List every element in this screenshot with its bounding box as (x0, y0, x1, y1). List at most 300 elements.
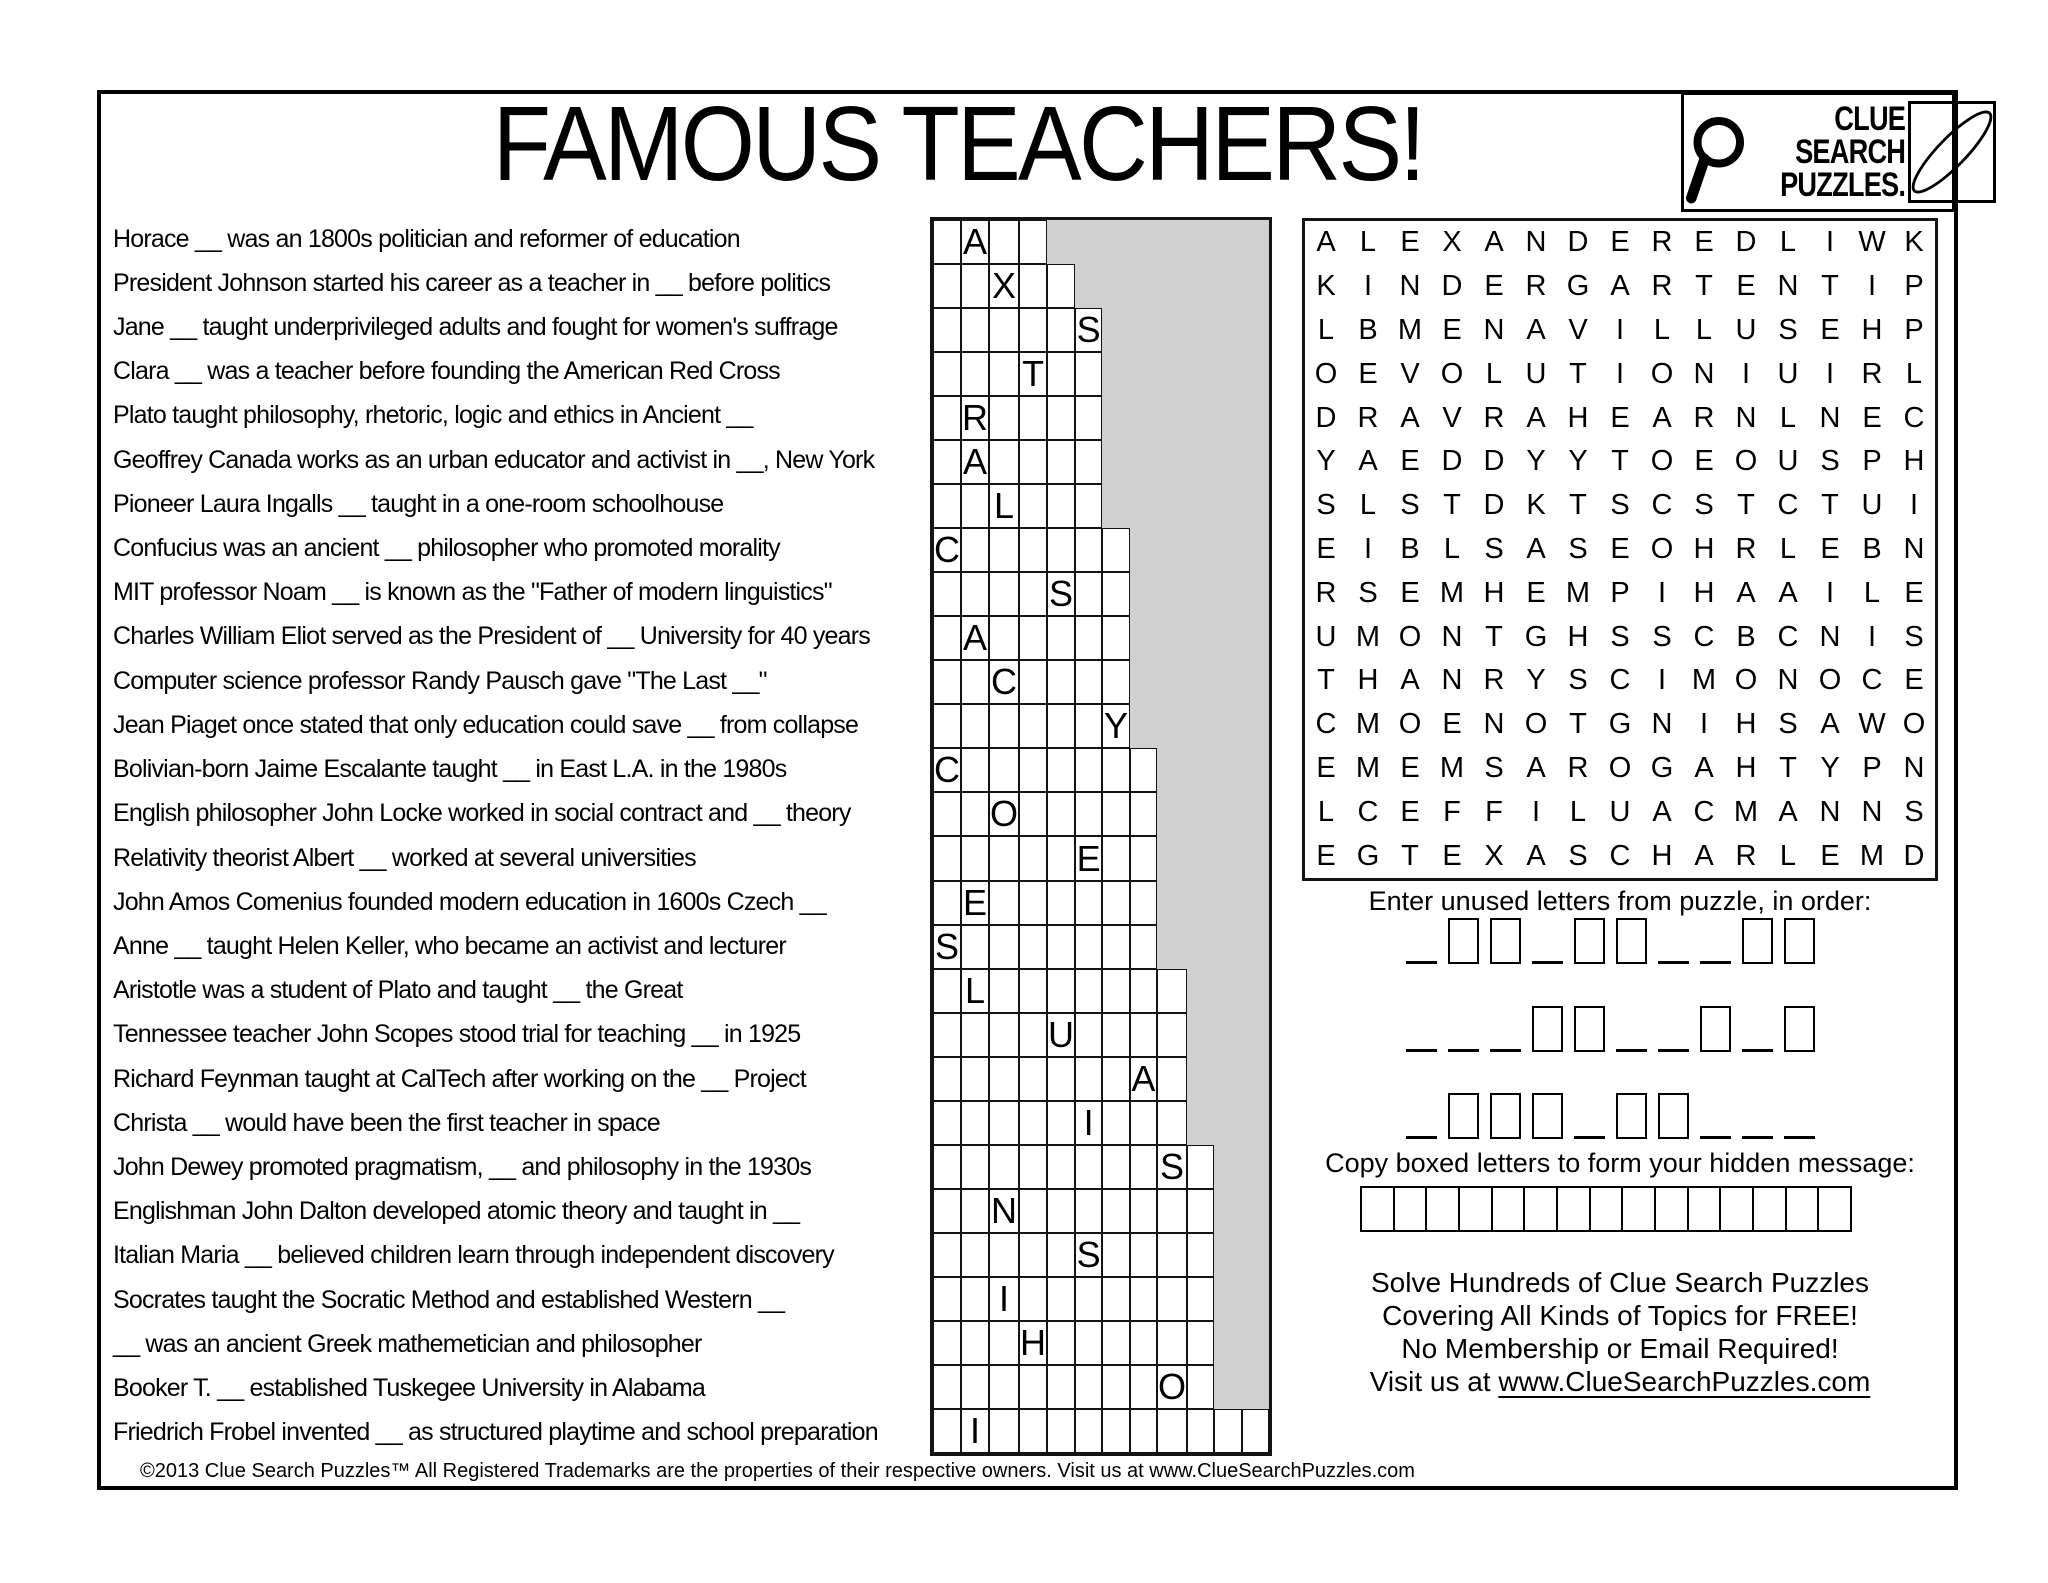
crossword-cell[interactable] (961, 748, 989, 792)
wordsearch-letter[interactable]: I (1825, 357, 1835, 390)
wordsearch-letter[interactable]: W (1858, 708, 1886, 741)
wordsearch-letter[interactable]: E (1400, 445, 1420, 478)
wordsearch-letter[interactable]: P (1904, 270, 1924, 303)
letter-box-slot[interactable] (1784, 1006, 1815, 1052)
crossword-cell[interactable] (1075, 1365, 1102, 1409)
wordsearch-letter[interactable]: V (1568, 313, 1588, 346)
wordsearch-letter[interactable]: M (1859, 839, 1885, 872)
wordsearch-letter[interactable]: N (1525, 226, 1547, 259)
wordsearch-letter[interactable]: W (1858, 226, 1886, 259)
wordsearch-letter[interactable]: T (1569, 357, 1587, 390)
crossword-cell[interactable] (1130, 969, 1157, 1013)
crossword-cell[interactable] (1047, 881, 1075, 925)
wordsearch-letter[interactable]: I (1825, 576, 1835, 609)
crossword-cell[interactable] (1019, 308, 1047, 352)
letter-line-slot[interactable] (1406, 1006, 1437, 1052)
crossword-cell[interactable] (933, 1057, 961, 1101)
letter-line-slot[interactable] (1742, 1093, 1773, 1139)
wordsearch-letter[interactable]: T (1695, 270, 1713, 303)
letter-box-slot[interactable] (1532, 1093, 1563, 1139)
crossword-cell[interactable] (1102, 660, 1129, 704)
wordsearch-letter[interactable]: I (1657, 576, 1667, 609)
crossword-cell[interactable] (1047, 792, 1075, 836)
wordsearch-letter[interactable]: N (1441, 620, 1463, 653)
crossword-cell[interactable] (1019, 616, 1047, 660)
letter-line-slot[interactable] (1490, 1006, 1521, 1052)
wordsearch-letter[interactable]: I (1615, 357, 1625, 390)
crossword-cell[interactable] (989, 352, 1019, 396)
wordsearch-letter[interactable]: S (1778, 708, 1798, 741)
wordsearch-letter[interactable]: Y (1316, 445, 1336, 478)
crossword-cell[interactable] (1157, 1101, 1187, 1145)
wordsearch-letter[interactable]: Y (1526, 664, 1546, 697)
crossword-cell[interactable] (989, 704, 1019, 748)
crossword-cell[interactable] (1187, 1277, 1214, 1321)
wordsearch-letter[interactable]: C (1693, 795, 1715, 828)
wordsearch-letter[interactable]: A (1526, 751, 1546, 784)
wordsearch-letter[interactable]: S (1484, 532, 1504, 565)
crossword-cell[interactable] (1019, 484, 1047, 528)
crossword-cell[interactable]: R (961, 396, 989, 440)
wordsearch-letter[interactable]: G (1650, 751, 1674, 784)
wordsearch-letter[interactable]: H (1903, 445, 1925, 478)
wordsearch-letter[interactable]: E (1904, 664, 1924, 697)
letter-box-slot[interactable] (1616, 918, 1647, 964)
crossword-cell[interactable] (1130, 1233, 1157, 1277)
crossword-cell[interactable] (961, 1145, 989, 1189)
wordsearch-letter[interactable]: C (1861, 664, 1883, 697)
crossword-cell[interactable] (1075, 881, 1102, 925)
crossword-cell[interactable] (1019, 1145, 1047, 1189)
crossword-cell[interactable] (933, 660, 961, 704)
crossword-cell[interactable]: S (1075, 1233, 1102, 1277)
crossword-cell[interactable]: X (989, 264, 1019, 308)
wordsearch-letter[interactable]: I (1909, 489, 1919, 522)
wordsearch-letter[interactable]: C (1777, 489, 1799, 522)
wordsearch-letter[interactable]: I (1699, 708, 1709, 741)
crossword-cell[interactable] (1047, 1233, 1075, 1277)
crossword-cell[interactable] (1075, 1277, 1102, 1321)
crossword-cell[interactable] (1102, 1409, 1129, 1453)
wordsearch-letter[interactable]: N (1861, 795, 1883, 828)
crossword-cell[interactable] (989, 1013, 1019, 1057)
crossword-cell[interactable] (989, 1145, 1019, 1189)
wordsearch-letter[interactable]: O (1650, 532, 1674, 565)
crossword-cell[interactable]: I (961, 1409, 989, 1453)
crossword-cell[interactable] (933, 792, 961, 836)
wordsearch-letter[interactable]: T (1443, 489, 1461, 522)
letter-box-slot[interactable] (1574, 1006, 1605, 1052)
wordsearch-letter[interactable]: I (1615, 313, 1625, 346)
crossword-cell[interactable] (1075, 1409, 1102, 1453)
crossword-cell[interactable] (1130, 925, 1157, 969)
wordsearch-letter[interactable]: A (1400, 401, 1420, 434)
crossword-cell[interactable]: A (961, 616, 989, 660)
wordsearch-letter[interactable]: E (1610, 401, 1630, 434)
letter-box-slot[interactable] (1532, 1006, 1563, 1052)
crossword-cell[interactable] (1047, 1365, 1075, 1409)
hidden-message-cell[interactable] (1525, 1188, 1558, 1230)
crossword-cell[interactable] (1047, 1277, 1075, 1321)
crossword-cell[interactable]: O (1157, 1365, 1187, 1409)
crossword-cell[interactable] (1075, 969, 1102, 1013)
wordsearch-letter[interactable]: M (1733, 795, 1759, 828)
wordsearch-letter[interactable]: A (1526, 313, 1546, 346)
wordsearch-letter[interactable]: P (1862, 751, 1882, 784)
crossword-cell[interactable] (1019, 1233, 1047, 1277)
wordsearch-letter[interactable]: N (1441, 664, 1463, 697)
hidden-message-cell[interactable] (1819, 1188, 1850, 1230)
letter-line-slot[interactable] (1658, 1006, 1689, 1052)
crossword-cell[interactable] (1102, 925, 1129, 969)
wordsearch-letter[interactable]: L (1779, 401, 1797, 434)
wordsearch-letter[interactable]: A (1526, 401, 1546, 434)
crossword-cell[interactable] (1019, 264, 1047, 308)
wordsearch-letter[interactable]: K (1526, 489, 1546, 522)
wordsearch-letter[interactable]: Y (1568, 445, 1588, 478)
crossword-cell[interactable] (1047, 484, 1075, 528)
wordsearch-letter[interactable]: N (1693, 357, 1715, 390)
wordsearch-letter[interactable]: E (1694, 226, 1714, 259)
hidden-message-cell[interactable] (1787, 1188, 1820, 1230)
wordsearch-letter[interactable]: O (1818, 664, 1842, 697)
crossword-cell[interactable] (933, 352, 961, 396)
crossword-cell[interactable] (933, 396, 961, 440)
crossword-cell[interactable] (989, 1365, 1019, 1409)
crossword-cell[interactable] (933, 1409, 961, 1453)
crossword-cell[interactable] (1102, 1277, 1129, 1321)
wordsearch-letter[interactable]: U (1735, 313, 1757, 346)
wordsearch-letter[interactable]: O (1440, 357, 1464, 390)
wordsearch-letter[interactable]: O (1902, 708, 1926, 741)
crossword-cell[interactable] (1047, 528, 1075, 572)
wordsearch-letter[interactable]: R (1693, 401, 1715, 434)
wordsearch-letter[interactable]: L (1863, 576, 1881, 609)
crossword-cell[interactable] (933, 1189, 961, 1233)
wordsearch-letter[interactable]: E (1442, 708, 1462, 741)
wordsearch-letter[interactable]: E (1904, 576, 1924, 609)
crossword-cell[interactable] (1130, 1409, 1157, 1453)
wordsearch-letter[interactable]: A (1526, 532, 1546, 565)
wordsearch-letter[interactable]: O (1650, 357, 1674, 390)
crossword-cell[interactable] (1075, 1145, 1102, 1189)
crossword-cell[interactable] (961, 792, 989, 836)
wordsearch-letter[interactable]: C (1903, 401, 1925, 434)
wordsearch-letter[interactable]: H (1735, 708, 1757, 741)
crossword-cell[interactable] (1130, 1365, 1157, 1409)
wordsearch-letter[interactable]: S (1400, 489, 1420, 522)
crossword-cell[interactable] (961, 1013, 989, 1057)
wordsearch-letter[interactable]: X (1484, 839, 1504, 872)
crossword-cell[interactable] (1130, 748, 1157, 792)
wordsearch-letter[interactable]: R (1525, 270, 1547, 303)
crossword-cell[interactable] (1019, 925, 1047, 969)
crossword-cell[interactable] (1019, 836, 1047, 880)
crossword-cell[interactable] (933, 1233, 961, 1277)
crossword-cell[interactable] (1075, 484, 1102, 528)
crossword-cell[interactable] (1047, 1321, 1075, 1365)
wordsearch-letter[interactable]: E (1610, 226, 1630, 259)
wordsearch-letter[interactable]: A (1694, 751, 1714, 784)
wordsearch-letter[interactable]: L (1779, 226, 1797, 259)
crossword-cell[interactable]: A (961, 440, 989, 484)
crossword-cell[interactable] (933, 308, 961, 352)
wordsearch-letter[interactable]: C (1609, 664, 1631, 697)
crossword-cell[interactable] (989, 836, 1019, 880)
wordsearch-letter[interactable]: D (1903, 839, 1925, 872)
crossword-cell[interactable] (1047, 1057, 1075, 1101)
wordsearch-letter[interactable]: T (1821, 270, 1839, 303)
crossword-cell[interactable] (1047, 925, 1075, 969)
wordsearch-letter[interactable]: R (1315, 576, 1337, 609)
wordsearch-letter[interactable]: B (1736, 620, 1756, 653)
crossword-cell[interactable] (1075, 925, 1102, 969)
crossword-cell[interactable] (1075, 616, 1102, 660)
letter-box-slot[interactable] (1658, 1093, 1689, 1139)
wordsearch-letter[interactable]: T (1569, 489, 1587, 522)
crossword-cell[interactable] (1047, 660, 1075, 704)
wordsearch-letter[interactable]: A (1736, 576, 1756, 609)
wordsearch-letter[interactable]: R (1483, 401, 1505, 434)
crossword-cell[interactable] (989, 925, 1019, 969)
crossword-cell[interactable] (961, 1277, 989, 1321)
wordsearch-letter[interactable]: U (1777, 357, 1799, 390)
crossword-cell[interactable] (1130, 1189, 1157, 1233)
hidden-message-cell[interactable] (1656, 1188, 1689, 1230)
crossword-cell[interactable]: E (1075, 836, 1102, 880)
crossword-cell[interactable] (989, 220, 1019, 264)
wordsearch-letter[interactable]: L (1653, 313, 1671, 346)
crossword-cell[interactable] (989, 1321, 1019, 1365)
crossword-cell[interactable] (961, 308, 989, 352)
crossword-cell[interactable] (933, 264, 961, 308)
wordsearch-letter[interactable]: L (1359, 489, 1377, 522)
wordsearch-letter[interactable]: L (1779, 839, 1797, 872)
crossword-cell[interactable] (1019, 440, 1047, 484)
wordsearch-letter[interactable]: T (1737, 489, 1755, 522)
crossword-cell[interactable] (1102, 1233, 1129, 1277)
wordsearch-letter[interactable]: L (1443, 532, 1461, 565)
wordsearch-letter[interactable]: B (1358, 313, 1378, 346)
wordsearch-letter[interactable]: S (1904, 620, 1924, 653)
wordsearch-letter[interactable]: L (1485, 357, 1503, 390)
wordsearch-letter[interactable]: E (1610, 532, 1630, 565)
wordsearch-letter[interactable]: O (1398, 620, 1422, 653)
wordsearch-letter[interactable]: R (1735, 839, 1757, 872)
letter-line-slot[interactable] (1532, 918, 1563, 964)
wordsearch-letter[interactable]: E (1820, 313, 1840, 346)
crossword-cell[interactable] (933, 572, 961, 616)
hidden-message-cell[interactable] (1460, 1188, 1493, 1230)
crossword-cell[interactable] (1047, 748, 1075, 792)
crossword-cell[interactable]: S (1157, 1145, 1187, 1189)
crossword-cell[interactable]: I (1075, 1101, 1102, 1145)
crossword-cell[interactable] (1047, 704, 1075, 748)
wordsearch-letter[interactable]: M (1691, 664, 1717, 697)
crossword-cell[interactable] (1102, 1365, 1129, 1409)
wordsearch-letter[interactable]: B (1862, 532, 1882, 565)
crossword-cell[interactable]: N (989, 1189, 1019, 1233)
crossword-cell[interactable] (961, 572, 989, 616)
crossword-cell[interactable]: S (1047, 572, 1075, 616)
crossword-cell[interactable] (1130, 792, 1157, 836)
crossword-cell[interactable] (1047, 396, 1075, 440)
crossword-cell[interactable] (1130, 881, 1157, 925)
crossword-cell[interactable] (1130, 1013, 1157, 1057)
wordsearch-letter[interactable]: I (1531, 795, 1541, 828)
wordsearch-letter[interactable]: E (1442, 313, 1462, 346)
wordsearch-letter[interactable]: T (1485, 620, 1503, 653)
crossword-cell[interactable] (1187, 1145, 1214, 1189)
wordsearch-letter[interactable]: S (1568, 839, 1588, 872)
crossword-cell[interactable] (1157, 969, 1187, 1013)
wordsearch-letter[interactable]: E (1820, 839, 1840, 872)
wordsearch-letter[interactable]: A (1316, 226, 1336, 259)
crossword-cell[interactable] (961, 704, 989, 748)
crossword-cell[interactable] (1242, 1409, 1269, 1453)
wordsearch-letter[interactable]: G (1356, 839, 1380, 872)
wordsearch-letter[interactable]: I (1867, 620, 1877, 653)
crossword-cell[interactable] (1047, 969, 1075, 1013)
wordsearch-letter[interactable]: P (1904, 313, 1924, 346)
crossword-cell[interactable]: T (1019, 352, 1047, 396)
wordsearch-letter[interactable]: C (1609, 839, 1631, 872)
wordsearch-letter[interactable]: R (1357, 401, 1379, 434)
crossword-cell[interactable] (1102, 1145, 1129, 1189)
wordsearch-letter[interactable]: U (1861, 489, 1883, 522)
hidden-message-cell[interactable] (1493, 1188, 1526, 1230)
wordsearch-letter[interactable]: U (1609, 795, 1631, 828)
wordsearch-letter[interactable]: R (1735, 532, 1757, 565)
wordsearch-letter[interactable]: A (1526, 839, 1546, 872)
wordsearch-letter[interactable]: E (1400, 576, 1420, 609)
crossword-cell[interactable] (1047, 264, 1075, 308)
crossword-cell[interactable] (933, 1013, 961, 1057)
wordsearch-letter[interactable]: E (1862, 401, 1882, 434)
wordsearch-letter[interactable]: O (1734, 664, 1758, 697)
wordsearch-letter[interactable]: S (1820, 445, 1840, 478)
crossword-cell[interactable] (933, 1277, 961, 1321)
wordsearch-letter[interactable]: M (1439, 751, 1465, 784)
wordsearch-letter[interactable]: V (1400, 357, 1420, 390)
wordsearch-letter[interactable]: R (1567, 751, 1589, 784)
crossword-cell[interactable] (1187, 1233, 1214, 1277)
wordsearch-letter[interactable]: G (1566, 270, 1590, 303)
wordsearch-letter[interactable]: S (1652, 620, 1672, 653)
letter-box-slot[interactable] (1448, 918, 1479, 964)
crossword-cell[interactable] (1019, 969, 1047, 1013)
crossword-cell[interactable] (1019, 881, 1047, 925)
crossword-cell[interactable]: H (1019, 1321, 1047, 1365)
wordsearch-letter[interactable]: I (1867, 270, 1877, 303)
wordsearch-letter[interactable]: L (1569, 795, 1587, 828)
crossword-cell[interactable] (1102, 1057, 1129, 1101)
crossword-cell[interactable] (1214, 1409, 1241, 1453)
wordsearch-letter[interactable]: M (1565, 576, 1591, 609)
crossword-cell[interactable] (1075, 528, 1102, 572)
crossword-cell[interactable] (1102, 572, 1129, 616)
hidden-message-cell[interactable] (1362, 1188, 1395, 1230)
crossword-cell[interactable] (989, 881, 1019, 925)
wordsearch-letter[interactable]: K (1316, 270, 1336, 303)
wordsearch-letter[interactable]: A (1610, 270, 1630, 303)
crossword-cell[interactable] (961, 1365, 989, 1409)
wordsearch-letter[interactable]: D (1483, 489, 1505, 522)
crossword-cell[interactable]: O (989, 792, 1019, 836)
wordsearch-letter[interactable]: N (1483, 708, 1505, 741)
crossword-cell[interactable]: A (1130, 1057, 1157, 1101)
wordsearch-letter[interactable]: E (1316, 751, 1336, 784)
crossword-cell[interactable] (1102, 969, 1129, 1013)
crossword-cell[interactable] (1102, 1189, 1129, 1233)
crossword-cell[interactable] (1047, 308, 1075, 352)
wordsearch-letter[interactable]: H (1357, 664, 1379, 697)
wordsearch-letter[interactable]: H (1651, 839, 1673, 872)
wordsearch-letter[interactable]: A (1400, 664, 1420, 697)
crossword-cell[interactable]: S (933, 925, 961, 969)
crossword-cell[interactable] (1019, 1189, 1047, 1233)
crossword-cell[interactable] (1019, 528, 1047, 572)
wordsearch-letter[interactable]: C (1651, 489, 1673, 522)
wordsearch-letter[interactable]: B (1400, 532, 1420, 565)
letter-line-slot[interactable] (1406, 1093, 1437, 1139)
wordsearch-letter[interactable]: P (1610, 576, 1630, 609)
crossword-cell[interactable] (989, 572, 1019, 616)
crossword-cell[interactable] (933, 1321, 961, 1365)
crossword-cell[interactable] (989, 748, 1019, 792)
wordsearch-letter[interactable]: E (1316, 532, 1336, 565)
crossword-cell[interactable] (933, 440, 961, 484)
wordsearch-letter[interactable]: F (1443, 795, 1461, 828)
wordsearch-letter[interactable]: E (1820, 532, 1840, 565)
crossword-cell[interactable] (933, 704, 961, 748)
wordsearch-letter[interactable]: H (1693, 576, 1715, 609)
letter-line-slot[interactable] (1700, 1093, 1731, 1139)
crossword-cell[interactable] (1157, 1321, 1187, 1365)
crossword-cell[interactable] (933, 881, 961, 925)
wordsearch-letter[interactable]: L (1317, 313, 1335, 346)
crossword-cell[interactable]: U (1047, 1013, 1075, 1057)
crossword-cell[interactable] (1047, 1101, 1075, 1145)
wordsearch-letter[interactable]: T (1317, 664, 1335, 697)
crossword-cell[interactable] (1130, 1145, 1157, 1189)
wordsearch-letter[interactable]: N (1903, 751, 1925, 784)
wordsearch-letter[interactable]: I (1657, 664, 1667, 697)
crossword-cell[interactable] (1075, 396, 1102, 440)
crossword-cell[interactable] (1047, 352, 1075, 396)
crossword-cell[interactable] (1102, 1013, 1129, 1057)
hidden-message-cell[interactable] (1623, 1188, 1656, 1230)
crossword-cell[interactable] (1102, 616, 1129, 660)
crossword-cell[interactable] (1075, 1013, 1102, 1057)
wordsearch-letter[interactable]: S (1358, 576, 1378, 609)
crossword-cell[interactable] (1019, 660, 1047, 704)
crossword-cell[interactable] (1157, 1233, 1187, 1277)
wordsearch-letter[interactable]: E (1400, 751, 1420, 784)
crossword-cell[interactable] (961, 1101, 989, 1145)
crossword-cell[interactable]: C (933, 748, 961, 792)
crossword-cell[interactable] (1019, 1277, 1047, 1321)
crossword-cell[interactable] (1187, 1189, 1214, 1233)
crossword-cell[interactable] (1157, 1013, 1187, 1057)
crossword-cell[interactable] (1075, 748, 1102, 792)
wordsearch-letter[interactable]: T (1401, 839, 1419, 872)
crossword-cell[interactable] (961, 1233, 989, 1277)
crossword-cell[interactable] (1075, 572, 1102, 616)
letter-line-slot[interactable] (1616, 1006, 1647, 1052)
crossword-cell[interactable] (1019, 1101, 1047, 1145)
wordsearch-letter[interactable]: E (1526, 576, 1546, 609)
